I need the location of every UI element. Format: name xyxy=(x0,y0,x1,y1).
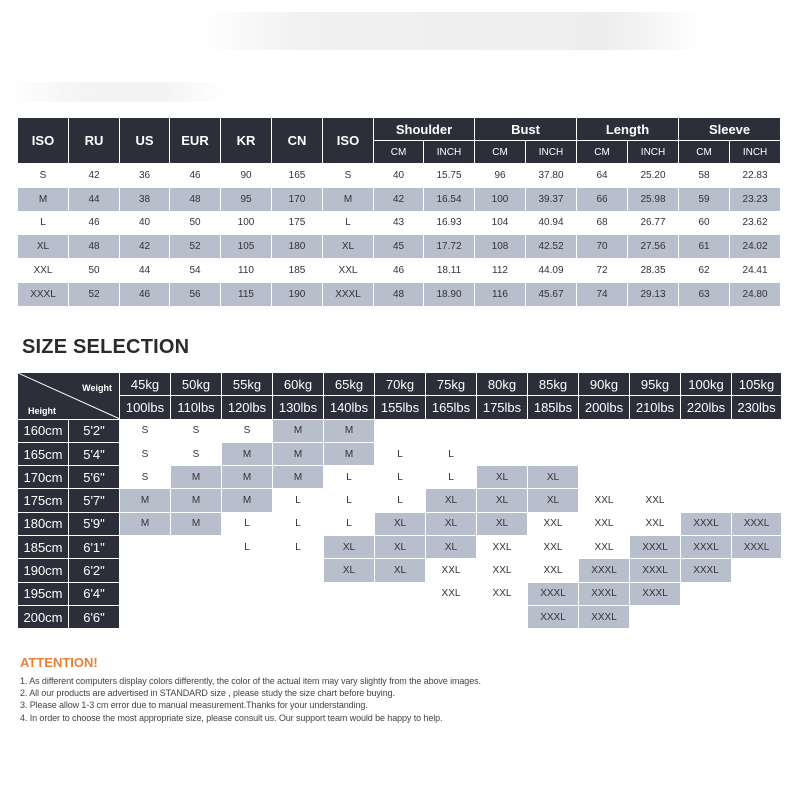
chart-cell: 40 xyxy=(374,164,424,188)
weight-kg-header: 70kg xyxy=(375,373,426,396)
chart-cell: XL xyxy=(323,235,374,259)
chart-subheader-inch: INCH xyxy=(730,141,781,164)
chart-cell: 185 xyxy=(272,259,323,283)
height-ft-header: 5'7" xyxy=(69,489,120,512)
size-cell: XXL xyxy=(579,489,630,512)
chart-cell: 112 xyxy=(475,259,526,283)
size-cell xyxy=(222,605,273,628)
size-cell xyxy=(732,419,782,442)
chart-cell: 27.56 xyxy=(628,235,679,259)
size-cell xyxy=(171,605,222,628)
chart-cell: 15.75 xyxy=(424,164,475,188)
chart-subheader-cm: CM xyxy=(577,141,628,164)
size-cell xyxy=(630,466,681,489)
chart-cell: 58 xyxy=(679,164,730,188)
chart-cell: 190 xyxy=(272,282,323,306)
note-line: 1. As different computers display colors differently, the color of the actual item may vary slightly from the above images. xyxy=(20,676,481,686)
chart-cell: 68 xyxy=(577,211,628,235)
chart-subheader-inch: INCH xyxy=(526,141,577,164)
size-cell xyxy=(477,419,528,442)
size-cell: XL xyxy=(528,489,579,512)
size-cell: L xyxy=(222,512,273,535)
size-cell: XXL xyxy=(528,512,579,535)
height-cm-header: 180cm xyxy=(18,512,69,535)
size-cell: S xyxy=(120,466,171,489)
size-cell: XXL xyxy=(528,559,579,582)
height-cm-header: 200cm xyxy=(18,605,69,628)
weight-lbs-header: 230lbs xyxy=(732,396,782,419)
size-cell: S xyxy=(222,419,273,442)
chart-cell: 48 xyxy=(69,235,120,259)
weight-lbs-header: 165lbs xyxy=(426,396,477,419)
note-line: 3. Please allow 1-3 cm error due to manual measurement.Thanks for your understanding. xyxy=(20,700,368,711)
chart-cell: 52 xyxy=(170,235,221,259)
size-cell: XL xyxy=(375,512,426,535)
size-cell xyxy=(477,442,528,465)
chart-row xyxy=(18,187,781,211)
chart-cell: 90 xyxy=(221,164,272,188)
chart-cell: 62 xyxy=(679,259,730,283)
size-cell: XL xyxy=(375,559,426,582)
size-cell: XXXL xyxy=(630,559,681,582)
size-cell: XL xyxy=(426,536,477,559)
size-cell xyxy=(630,442,681,465)
size-cell: S xyxy=(120,442,171,465)
size-cell xyxy=(681,489,732,512)
size-cell xyxy=(732,559,782,582)
chart-cell: 95 xyxy=(221,187,272,211)
size-cell: M xyxy=(120,512,171,535)
chart-cell: 45 xyxy=(374,235,424,259)
chart-cell: 46 xyxy=(170,164,221,188)
size-cell: L xyxy=(375,466,426,489)
chart-header-sleeve: Sleeve xyxy=(679,118,781,141)
weight-kg-header: 75kg xyxy=(426,373,477,396)
size-cell: M xyxy=(273,442,324,465)
size-cell: M xyxy=(171,466,222,489)
size-cell: XL xyxy=(477,512,528,535)
height-ft-header: 6'6" xyxy=(69,605,120,628)
chart-cell: L xyxy=(18,211,69,235)
weight-kg-header: 100kg xyxy=(681,373,732,396)
size-cell: XXL xyxy=(579,536,630,559)
size-cell xyxy=(732,582,782,605)
weight-lbs-header: 155lbs xyxy=(375,396,426,419)
height-cm-header: 165cm xyxy=(18,442,69,465)
size-cell xyxy=(426,605,477,628)
size-cell xyxy=(324,582,375,605)
chart-cell: 105 xyxy=(221,235,272,259)
size-cell: XXL xyxy=(477,559,528,582)
chart-cell: 56 xyxy=(170,282,221,306)
chart-cell: 36 xyxy=(120,164,170,188)
chart-header-length: Length xyxy=(577,118,679,141)
size-cell xyxy=(171,559,222,582)
chart-cell: 24.41 xyxy=(730,259,781,283)
chart-header-shoulder: Shoulder xyxy=(374,118,475,141)
height-ft-header: 6'4" xyxy=(69,582,120,605)
chart-cell: 43 xyxy=(374,211,424,235)
size-cell: XL xyxy=(375,536,426,559)
size-cell xyxy=(579,466,630,489)
size-cell: XXXL xyxy=(528,582,579,605)
chart-cell: XXL xyxy=(323,259,374,283)
size-cell xyxy=(732,605,782,628)
chart-cell: 70 xyxy=(577,235,628,259)
size-cell xyxy=(171,536,222,559)
size-cell: XXXL xyxy=(630,582,681,605)
chart-cell: XXXL xyxy=(323,282,374,306)
size-selection-table xyxy=(17,372,782,629)
weight-kg-header: 90kg xyxy=(579,373,630,396)
chart-cell: 48 xyxy=(374,282,424,306)
chart-cell: 108 xyxy=(475,235,526,259)
chart-cell: 42 xyxy=(120,235,170,259)
chart-row xyxy=(18,282,781,306)
chart-header-bust: Bust xyxy=(475,118,577,141)
size-cell: XL xyxy=(426,489,477,512)
size-cell: XL xyxy=(528,466,579,489)
chart-cell: 61 xyxy=(679,235,730,259)
size-chart-table xyxy=(17,117,781,307)
chart-cell: 64 xyxy=(577,164,628,188)
chart-cell: 59 xyxy=(679,187,730,211)
size-cell xyxy=(732,489,782,512)
size-cell: L xyxy=(273,536,324,559)
chart-cell: 100 xyxy=(475,187,526,211)
selection-row xyxy=(18,466,782,489)
size-selection-title: SIZE SELECTION xyxy=(22,336,190,358)
chart-cell: 175 xyxy=(272,211,323,235)
chart-cell: 28.35 xyxy=(628,259,679,283)
weight-lbs-header: 100lbs xyxy=(120,396,171,419)
weight-kg-header: 55kg xyxy=(222,373,273,396)
attention-notes xyxy=(20,675,481,724)
size-cell: XXL xyxy=(477,536,528,559)
weight-kg-header: 85kg xyxy=(528,373,579,396)
size-cell xyxy=(120,559,171,582)
chart-cell: 23.23 xyxy=(730,187,781,211)
size-cell xyxy=(681,442,732,465)
chart-cell: 44.09 xyxy=(526,259,577,283)
chart-cell: 44 xyxy=(120,259,170,283)
size-cell xyxy=(375,419,426,442)
chart-cell: 17.72 xyxy=(424,235,475,259)
weight-lbs-header: 185lbs xyxy=(528,396,579,419)
chart-cell: 22.83 xyxy=(730,164,781,188)
size-cell xyxy=(375,582,426,605)
size-cell: M xyxy=(324,442,375,465)
blurred-caption xyxy=(8,82,226,102)
size-cell xyxy=(528,442,579,465)
size-cell: XXXL xyxy=(579,582,630,605)
weight-kg-header: 80kg xyxy=(477,373,528,396)
weight-kg-header: 45kg xyxy=(120,373,171,396)
size-cell: M xyxy=(273,466,324,489)
chart-row xyxy=(18,211,781,235)
size-cell xyxy=(681,605,732,628)
size-cell xyxy=(630,419,681,442)
chart-cell: S xyxy=(323,164,374,188)
chart-cell: 115 xyxy=(221,282,272,306)
size-cell xyxy=(477,605,528,628)
chart-cell: 25.98 xyxy=(628,187,679,211)
selection-row xyxy=(18,442,782,465)
height-ft-header: 5'6" xyxy=(69,466,120,489)
chart-cell: 42 xyxy=(69,164,120,188)
chart-subheader-inch: INCH xyxy=(424,141,475,164)
weight-lbs-header: 220lbs xyxy=(681,396,732,419)
height-ft-header: 6'1" xyxy=(69,536,120,559)
size-cell xyxy=(681,582,732,605)
size-cell xyxy=(222,559,273,582)
height-cm-header: 170cm xyxy=(18,466,69,489)
chart-header-iso2: ISO xyxy=(323,118,374,164)
size-cell xyxy=(732,466,782,489)
height-cm-header: 185cm xyxy=(18,536,69,559)
size-cell: XXL xyxy=(528,536,579,559)
chart-cell: XXL xyxy=(18,259,69,283)
chart-cell: 110 xyxy=(221,259,272,283)
chart-cell: XXXL xyxy=(18,282,69,306)
size-cell: M xyxy=(222,489,273,512)
chart-cell: 44 xyxy=(69,187,120,211)
weight-lbs-header: 120lbs xyxy=(222,396,273,419)
height-ft-header: 6'2" xyxy=(69,559,120,582)
chart-cell: 25.20 xyxy=(628,164,679,188)
chart-cell: 23.62 xyxy=(730,211,781,235)
note-line: 4. In order to choose the most appropriate size, please consult us. Our support team would be happy to help. xyxy=(20,712,443,723)
selection-row xyxy=(18,605,782,628)
size-cell: S xyxy=(120,419,171,442)
chart-header-ru: RU xyxy=(69,118,120,164)
size-cell xyxy=(579,442,630,465)
size-cell xyxy=(273,582,324,605)
weight-kg-header: 95kg xyxy=(630,373,681,396)
size-cell: XXXL xyxy=(528,605,579,628)
weight-kg-header: 60kg xyxy=(273,373,324,396)
height-cm-header: 195cm xyxy=(18,582,69,605)
size-cell: XXL xyxy=(426,582,477,605)
size-cell xyxy=(579,419,630,442)
size-cell: XL xyxy=(426,512,477,535)
size-cell xyxy=(375,605,426,628)
size-cell: XL xyxy=(477,489,528,512)
chart-cell: 40.94 xyxy=(526,211,577,235)
weight-lbs-header: 210lbs xyxy=(630,396,681,419)
size-cell: L xyxy=(375,442,426,465)
chart-cell: 46 xyxy=(69,211,120,235)
chart-cell: M xyxy=(323,187,374,211)
size-cell: XXL xyxy=(630,489,681,512)
height-ft-header: 5'9" xyxy=(69,512,120,535)
chart-cell: 72 xyxy=(577,259,628,283)
chart-cell: 48 xyxy=(170,187,221,211)
size-cell: XXXL xyxy=(579,605,630,628)
chart-cell: 37.80 xyxy=(526,164,577,188)
weight-lbs-header: 200lbs xyxy=(579,396,630,419)
size-cell: XXXL xyxy=(630,536,681,559)
chart-row xyxy=(18,235,781,259)
chart-cell: 116 xyxy=(475,282,526,306)
weight-lbs-header: 140lbs xyxy=(324,396,375,419)
size-cell xyxy=(732,442,782,465)
selection-row xyxy=(18,512,782,535)
chart-cell: 54 xyxy=(170,259,221,283)
size-cell: L xyxy=(273,512,324,535)
chart-header-eur: EUR xyxy=(170,118,221,164)
chart-cell: 39.37 xyxy=(526,187,577,211)
chart-cell: 29.13 xyxy=(628,282,679,306)
chart-cell: 24.80 xyxy=(730,282,781,306)
size-cell xyxy=(681,466,732,489)
chart-header-iso: ISO xyxy=(18,118,69,164)
size-cell: XL xyxy=(324,559,375,582)
selection-row xyxy=(18,536,782,559)
selection-row xyxy=(18,419,782,442)
size-cell: XXXL xyxy=(681,536,732,559)
chart-cell: 24.02 xyxy=(730,235,781,259)
chart-header-us: US xyxy=(120,118,170,164)
weight-height-corner xyxy=(18,373,120,420)
chart-cell: 50 xyxy=(170,211,221,235)
size-cell xyxy=(630,605,681,628)
chart-cell: 46 xyxy=(120,282,170,306)
chart-cell: 52 xyxy=(69,282,120,306)
size-cell: L xyxy=(426,442,477,465)
weight-label: Weight xyxy=(82,383,112,393)
size-cell: L xyxy=(273,489,324,512)
chart-row xyxy=(18,259,781,283)
chart-cell: 16.93 xyxy=(424,211,475,235)
size-cell xyxy=(120,582,171,605)
size-cell xyxy=(273,605,324,628)
attention-title: ATTENTION! xyxy=(20,655,98,670)
size-cell: S xyxy=(171,419,222,442)
size-cell: XL xyxy=(324,536,375,559)
size-cell: L xyxy=(222,536,273,559)
blurred-banner xyxy=(200,12,705,50)
size-cell: XXXL xyxy=(681,512,732,535)
selection-row xyxy=(18,582,782,605)
chart-cell: 38 xyxy=(120,187,170,211)
height-cm-header: 160cm xyxy=(18,419,69,442)
size-cell xyxy=(171,582,222,605)
chart-cell: XL xyxy=(18,235,69,259)
size-cell: XL xyxy=(477,466,528,489)
chart-cell: L xyxy=(323,211,374,235)
height-ft-header: 5'2" xyxy=(69,419,120,442)
height-label: Height xyxy=(28,405,56,416)
chart-row xyxy=(18,164,781,188)
size-cell xyxy=(528,419,579,442)
chart-cell: 42 xyxy=(374,187,424,211)
chart-subheader-cm: CM xyxy=(679,141,730,164)
note-line: 2. All our products are advertised in STANDARD size , please study the size chart before buying. xyxy=(20,688,395,699)
chart-cell: 96 xyxy=(475,164,526,188)
weight-lbs-header: 175lbs xyxy=(477,396,528,419)
size-cell: S xyxy=(171,442,222,465)
size-cell: M xyxy=(171,489,222,512)
weight-kg-header: 105kg xyxy=(732,373,782,396)
chart-cell: S xyxy=(18,164,69,188)
chart-cell: 165 xyxy=(272,164,323,188)
size-cell: M xyxy=(120,489,171,512)
chart-cell: 40 xyxy=(120,211,170,235)
selection-row xyxy=(18,559,782,582)
size-cell: L xyxy=(324,512,375,535)
weight-lbs-header: 110lbs xyxy=(171,396,222,419)
chart-cell: 100 xyxy=(221,211,272,235)
chart-cell: 74 xyxy=(577,282,628,306)
chart-cell: 18.90 xyxy=(424,282,475,306)
chart-cell: 45.67 xyxy=(526,282,577,306)
size-cell: XXXL xyxy=(732,536,782,559)
weight-kg-header: 50kg xyxy=(171,373,222,396)
chart-subheader-cm: CM xyxy=(374,141,424,164)
size-cell: XXXL xyxy=(732,512,782,535)
size-cell xyxy=(426,419,477,442)
chart-cell: 63 xyxy=(679,282,730,306)
size-cell: XXL xyxy=(477,582,528,605)
size-cell: XXXL xyxy=(681,559,732,582)
chart-header-kr: KR xyxy=(221,118,272,164)
size-cell: M xyxy=(222,466,273,489)
size-cell xyxy=(222,582,273,605)
size-cell: XXL xyxy=(426,559,477,582)
size-cell xyxy=(120,605,171,628)
chart-cell: 50 xyxy=(69,259,120,283)
chart-cell: 104 xyxy=(475,211,526,235)
height-cm-header: 190cm xyxy=(18,559,69,582)
selection-row xyxy=(18,489,782,512)
size-cell: XXL xyxy=(579,512,630,535)
size-cell: M xyxy=(171,512,222,535)
chart-cell: 46 xyxy=(374,259,424,283)
weight-lbs-header: 130lbs xyxy=(273,396,324,419)
weight-kg-header: 65kg xyxy=(324,373,375,396)
size-cell: M xyxy=(273,419,324,442)
chart-cell: 180 xyxy=(272,235,323,259)
height-ft-header: 5'4" xyxy=(69,442,120,465)
size-cell xyxy=(324,605,375,628)
size-cell: XXL xyxy=(630,512,681,535)
chart-subheader-cm: CM xyxy=(475,141,526,164)
size-cell xyxy=(681,419,732,442)
chart-cell: 60 xyxy=(679,211,730,235)
chart-cell: 170 xyxy=(272,187,323,211)
size-cell: L xyxy=(426,466,477,489)
size-cell: L xyxy=(324,489,375,512)
size-cell: XXXL xyxy=(579,559,630,582)
chart-cell: 26.77 xyxy=(628,211,679,235)
size-cell: M xyxy=(222,442,273,465)
height-cm-header: 175cm xyxy=(18,489,69,512)
size-cell: L xyxy=(324,466,375,489)
chart-subheader-inch: INCH xyxy=(628,141,679,164)
chart-cell: 18.11 xyxy=(424,259,475,283)
chart-cell: 42.52 xyxy=(526,235,577,259)
size-cell: M xyxy=(324,419,375,442)
chart-cell: M xyxy=(18,187,69,211)
chart-header-cn: CN xyxy=(272,118,323,164)
chart-cell: 16.54 xyxy=(424,187,475,211)
size-cell: L xyxy=(375,489,426,512)
chart-cell: 66 xyxy=(577,187,628,211)
size-cell xyxy=(120,536,171,559)
size-cell xyxy=(273,559,324,582)
